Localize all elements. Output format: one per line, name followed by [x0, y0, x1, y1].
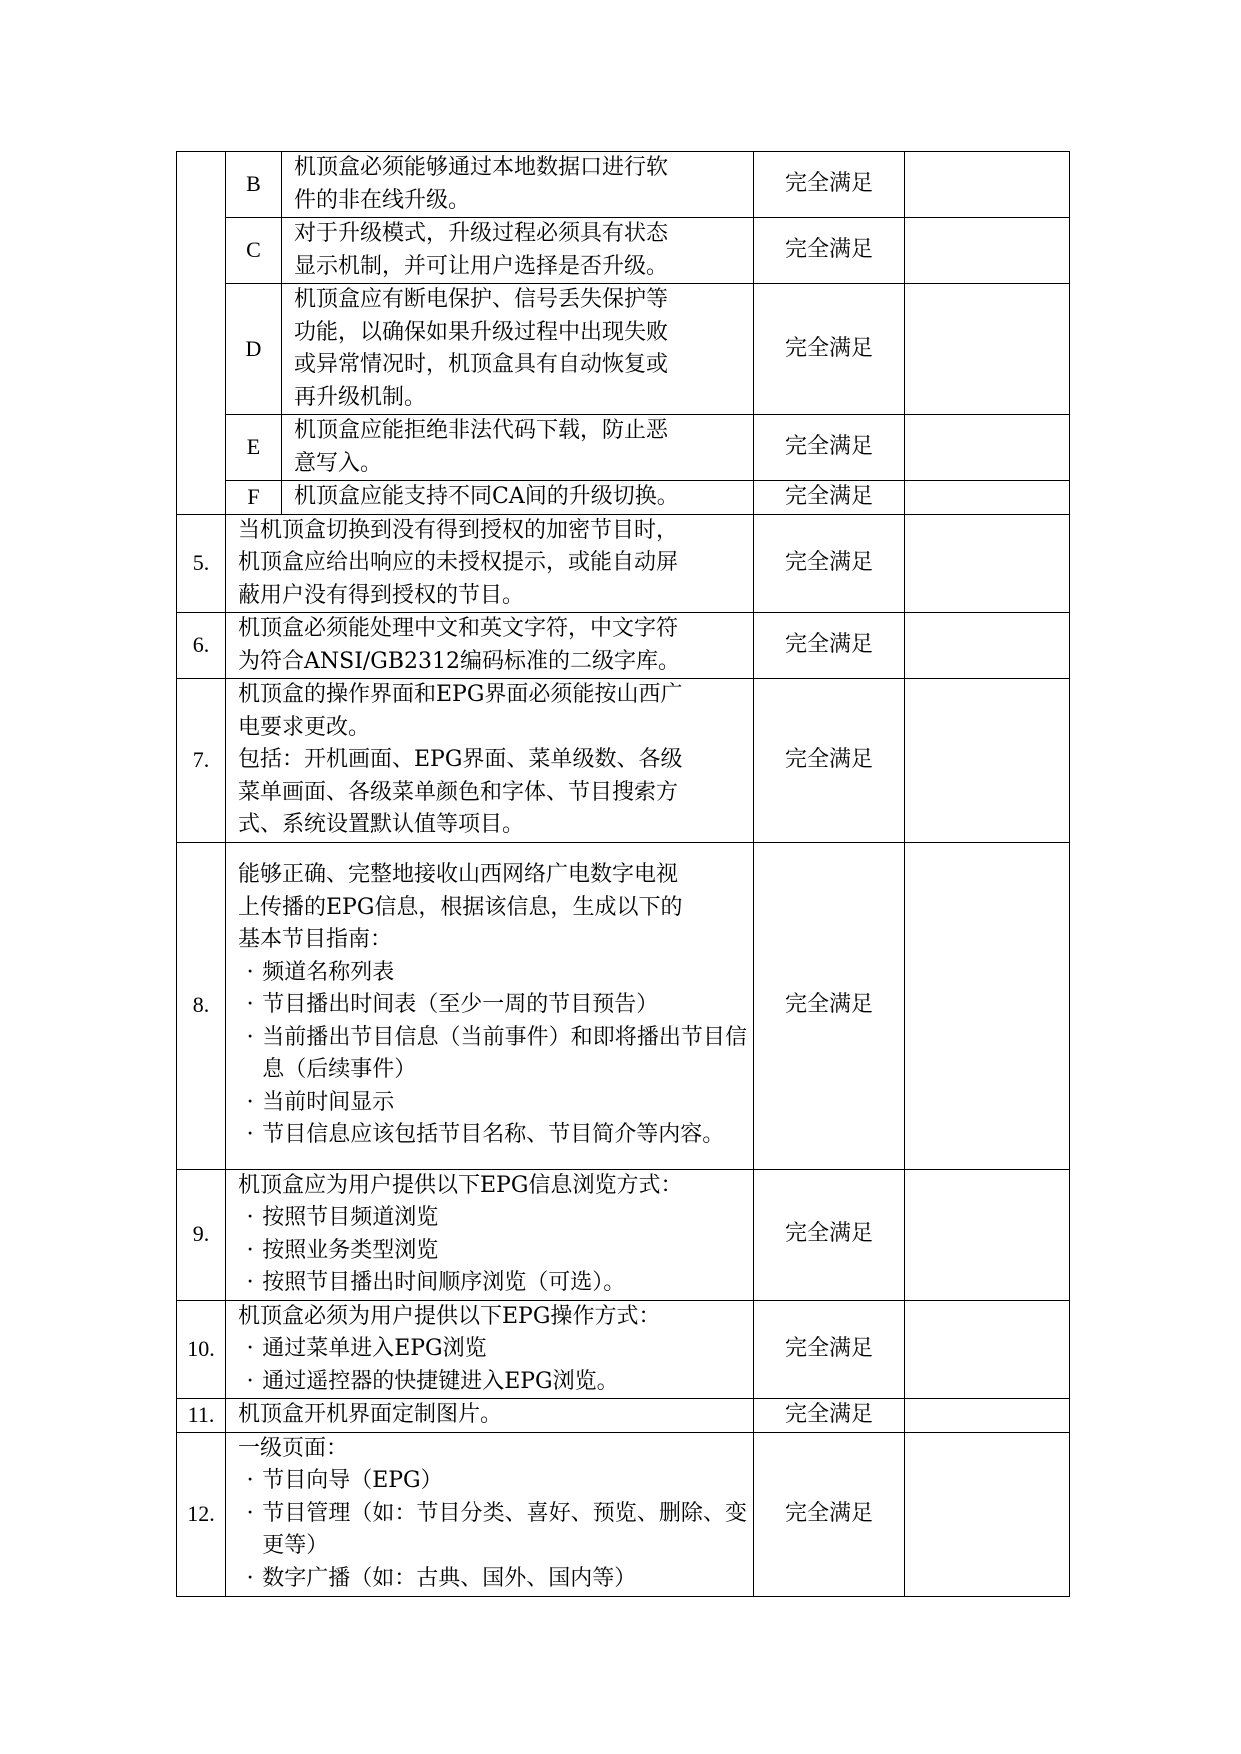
item-number-cell — [177, 152, 226, 515]
remarks-cell — [905, 1300, 1070, 1399]
sub-label: D — [226, 284, 282, 415]
bullet-item: · 按照节目频道浏览 — [246, 1205, 439, 1230]
item-number: 9. — [177, 1169, 226, 1300]
item-number: 12. — [177, 1432, 226, 1596]
remarks-cell — [905, 514, 1070, 613]
bullet-item: · 按照业务类型浏览 — [246, 1237, 439, 1263]
remarks-cell — [905, 218, 1070, 284]
sub-label: F — [226, 481, 282, 515]
bullet-item: · 通过遥控器的快捷键进入EPG浏览。 — [246, 1368, 619, 1394]
remarks-cell — [905, 152, 1070, 218]
requirement-text: 机顶盒必须能处理中文和英文字符，中文字符 为符合ANSI/GB2312编码标准的二级字库。 — [226, 613, 754, 679]
requirement-text: 机顶盒应能拒绝非法代码下载，防止恶 意写入。 — [282, 415, 754, 481]
table-row — [177, 613, 1070, 679]
item-number: 8. — [177, 842, 226, 1169]
sub-label: E — [226, 415, 282, 481]
table-row — [177, 218, 1070, 284]
bullet-item: · 当前时间显示 — [246, 1089, 395, 1115]
table-row — [177, 152, 1070, 218]
response-cell: 完全满足 — [754, 1399, 905, 1433]
remarks-cell — [905, 415, 1070, 481]
requirement-text: 机顶盒的操作界面和EPG界面必须能按山西广 电要求更改。 包括：开机画面、EPG界面、菜单级数、各级 菜单画面、各级菜单颜色和字体、节目搜索方 式、系统设置默认值等项目。 — [226, 679, 754, 843]
requirement-text: 机顶盒应为用户提供以下EPG信息浏览方式： · 按照节目频道浏览 · 按照业务类型浏览 · 按照节目播出时间顺序浏览（可选）。 — [226, 1169, 754, 1300]
table-row — [177, 679, 1070, 843]
bullet-item: · 频道名称列表 — [246, 959, 395, 985]
bullet-item: · 通过菜单进入EPG浏览 — [246, 1336, 487, 1361]
response-cell: 完全满足 — [754, 152, 905, 218]
bullet-item: · 当前播出节目信息（当前事件）和即将播出节目信息（后续事件） — [246, 1024, 747, 1083]
bullet-item: · 节目信息应该包括节目名称、节目简介等内容。 — [246, 1122, 725, 1148]
requirement-text: 机顶盒必须能够通过本地数据口进行软 件的非在线升级。 — [282, 152, 754, 218]
response-cell: 完全满足 — [754, 1432, 905, 1596]
requirement-text: 机顶盒应能支持不同CA间的升级切换。 — [282, 481, 754, 515]
bullet-item: · 按照节目播出时间顺序浏览（可选）。 — [246, 1270, 626, 1295]
bullet-item: · 数字广播（如：古典、国外、国内等） — [246, 1565, 637, 1591]
response-cell: 完全满足 — [754, 679, 905, 843]
requirement-text: 一级页面： · 节目向导（EPG） · 节目管理（如：节目分类、喜好、预览、删除、变更等） · 数字广播（如：古典、国外、国内等） — [226, 1432, 754, 1596]
response-cell: 完全满足 — [754, 415, 905, 481]
remarks-cell — [905, 1399, 1070, 1433]
item-number: 6. — [177, 613, 226, 679]
bullet-item: · 节目播出时间表（至少一周的节目预告） — [246, 992, 659, 1018]
response-cell: 完全满足 — [754, 1169, 905, 1300]
remarks-cell — [905, 842, 1070, 1169]
response-cell: 完全满足 — [754, 613, 905, 679]
table-row — [177, 284, 1070, 415]
table-row — [177, 1169, 1070, 1300]
item-number: 7. — [177, 679, 226, 843]
table-row — [177, 481, 1070, 515]
table-row — [177, 415, 1070, 481]
response-cell: 完全满足 — [754, 1300, 905, 1399]
sub-label: B — [226, 152, 282, 218]
requirement-text: 机顶盒必须为用户提供以下EPG操作方式： · 通过菜单进入EPG浏览 · 通过遥控器的快捷键进入EPG浏览。 — [226, 1300, 754, 1399]
table-row — [177, 1300, 1070, 1399]
response-cell: 完全满足 — [754, 842, 905, 1169]
response-cell: 完全满足 — [754, 481, 905, 515]
table-row — [177, 842, 1070, 1169]
requirement-text: 对于升级模式，升级过程必须具有状态 显示机制，并可让用户选择是否升级。 — [282, 218, 754, 284]
table-row — [177, 514, 1070, 613]
requirement-text: 机顶盒开机界面定制图片。 — [226, 1399, 754, 1433]
table-row — [177, 1432, 1070, 1596]
response-cell: 完全满足 — [754, 514, 905, 613]
remarks-cell — [905, 613, 1070, 679]
remarks-cell — [905, 679, 1070, 843]
bullet-item: · 节目向导（EPG） — [246, 1468, 443, 1494]
requirement-text: 当机顶盒切换到没有得到授权的加密节目时， 机顶盒应给出响应的未授权提示，或能自动屏 蔽用户没有得到授权的节目。 — [226, 514, 754, 613]
remarks-cell — [905, 284, 1070, 415]
sub-label: C — [226, 218, 282, 284]
table-row — [177, 1399, 1070, 1433]
requirement-text: 机顶盒应有断电保护、信号丢失保护等 功能，以确保如果升级过程中出现失败 或异常情况时，机顶盒具有自动恢复或 再升级机制。 — [282, 284, 754, 415]
requirement-text: 能够正确、完整地接收山西网络广电数字电视 上传播的EPG信息，根据该信息，生成以下的 基本节目指南： · 频道名称列表 · 节目播出时间表（至少一周的节目预告） · 当前播出节目信息（当前事件）和即将播出节目信息（后续事件） · 当前时间显示 · 节目信息应该包括节目名称、节目简介等内容。 — [226, 842, 754, 1169]
item-number: 5. — [177, 514, 226, 613]
remarks-cell — [905, 481, 1070, 515]
item-number: 10. — [177, 1300, 226, 1399]
requirements-table — [176, 151, 1070, 1597]
response-cell: 完全满足 — [754, 218, 905, 284]
remarks-cell — [905, 1432, 1070, 1596]
response-cell: 完全满足 — [754, 284, 905, 415]
remarks-cell — [905, 1169, 1070, 1300]
item-number: 11. — [177, 1399, 226, 1433]
bullet-item: · 节目管理（如：节目分类、喜好、预览、删除、变更等） — [246, 1500, 747, 1559]
